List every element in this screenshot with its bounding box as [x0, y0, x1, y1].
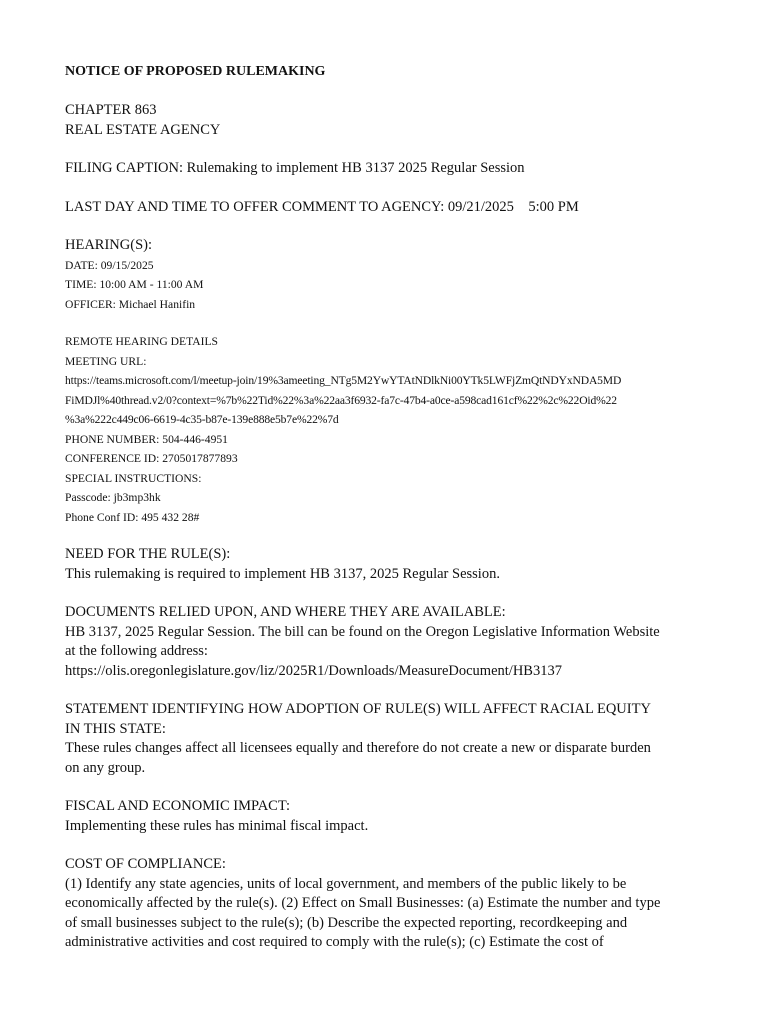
equity-heading-line-2: IN THIS STATE:: [65, 720, 166, 737]
chapter-number: CHAPTER 863: [65, 102, 157, 118]
phone-conf-id: Phone Conf ID: 495 432 28#: [65, 510, 200, 524]
hearing-date: DATE: 09/15/2025: [65, 258, 154, 272]
meeting-url-label: MEETING URL:: [65, 354, 147, 368]
compliance-heading: COST OF COMPLIANCE:: [65, 856, 226, 872]
documents-url[interactable]: https://olis.oregonlegislature.gov/liz/2025R1/Downloads/MeasureDocument/HB3137: [65, 662, 562, 679]
equity-line-2: on any group.: [65, 759, 146, 776]
compliance-line-1: (1) Identify any state agencies, units of local government, and members of the public likely to be: [65, 875, 627, 892]
compliance-line-2: economically affected by the rule(s). (2) Effect on Small Businesses: (a) Estimate the number and type: [65, 895, 661, 911]
special-instructions-label: SPECIAL INSTRUCTIONS:: [65, 471, 202, 485]
meeting-url-line-2[interactable]: FiMDJl%40thread.v2/0?context=%7b%22Tid%22%3a%22aa3f6932-fa7c-47b4-a0ce-a598cad161cf%22%2c%22Oid%22: [65, 393, 617, 407]
agency-name: REAL ESTATE AGENCY: [65, 121, 221, 138]
documents-heading: DOCUMENTS RELIED UPON, AND WHERE THEY ARE AVAILABLE:: [65, 604, 506, 620]
equity-line-1: These rules changes affect all licensees equally and therefore do not create a new or disparate burden: [65, 740, 651, 756]
hearing-officer: OFFICER: Michael Hanifin: [65, 297, 196, 311]
meeting-url-line-1[interactable]: https://teams.microsoft.com/l/meetup-join/19%3ameeting_NTg5M2YwYTAtNDlkNi00YTk5LWFjZmQtNDYxNDA5MD: [65, 374, 622, 387]
need-heading: NEED FOR THE RULE(S):: [65, 546, 231, 562]
conference-id: CONFERENCE ID: 2705017877893: [65, 452, 238, 465]
need-text: This rulemaking is required to implement HB 3137, 2025 Regular Session.: [65, 565, 500, 582]
meeting-url-line-3[interactable]: %3a%222c449c06-6619-4c35-b87e-139e888e5b7e%22%7d: [65, 413, 339, 426]
filing-caption: FILING CAPTION: Rulemaking to implement HB 3137 2025 Regular Session: [65, 160, 525, 176]
equity-heading-line-1: STATEMENT IDENTIFYING HOW ADOPTION OF RULE(S) WILL AFFECT RACIAL EQUITY: [65, 701, 651, 717]
comment-deadline: LAST DAY AND TIME TO OFFER COMMENT TO AGENCY: 09/21/2025 5:00 PM: [65, 198, 579, 215]
remote-hearing-heading: REMOTE HEARING DETAILS: [65, 335, 218, 348]
compliance-line-3: of small businesses subject to the rule(s); (b) Describe the expected reporting, recordkeeping and: [65, 914, 628, 931]
fiscal-text: Implementing these rules has minimal fiscal impact.: [65, 817, 369, 834]
fiscal-heading: FISCAL AND ECONOMIC IMPACT:: [65, 798, 291, 814]
documents-line-1: HB 3137, 2025 Regular Session. The bill can be found on the Oregon Legislative Information Website: [65, 623, 660, 640]
notice-title: NOTICE OF PROPOSED RULEMAKING: [65, 64, 326, 79]
documents-line-2: at the following address:: [65, 643, 208, 659]
phone-number: PHONE NUMBER: 504-446-4951: [65, 432, 228, 446]
compliance-line-4: administrative activities and cost required to comply with the rule(s); (c) Estimate the cost of: [65, 934, 604, 950]
passcode: Passcode: jb3mp3hk: [65, 491, 161, 504]
document-page: [65, 62, 725, 953]
hearing-heading: HEARING(S):: [65, 237, 152, 253]
hearing-time: TIME: 10:00 AM - 11:00 AM: [65, 278, 204, 291]
